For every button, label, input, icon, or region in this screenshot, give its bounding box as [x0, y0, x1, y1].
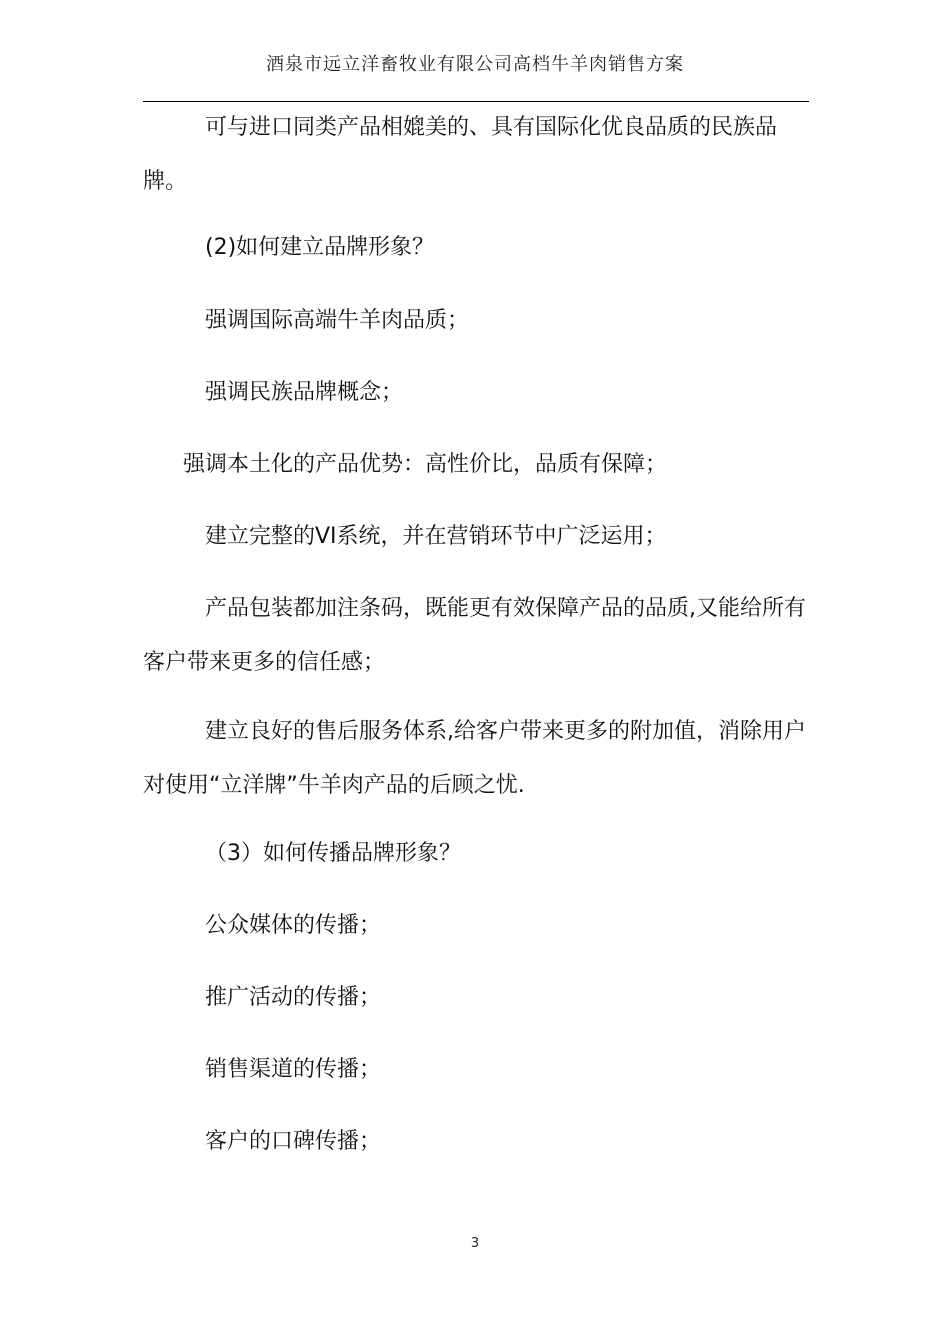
list-item-public-media: 公众媒体的传播；: [205, 913, 382, 938]
heading-build-brand-image: (2)如何建立品牌形象？: [205, 235, 435, 260]
list-item-promotion-activities: 推广活动的传播；: [205, 985, 382, 1010]
list-item-word-of-mouth: 客户的口碑传播；: [205, 1129, 382, 1154]
list-item-international-quality: 强调国际高端牛羊肉品质；: [205, 308, 470, 333]
page-number: 3: [470, 1236, 480, 1251]
list-item-local-advantage: 强调本土化的产品优势：高性价比，品质有保障；: [183, 452, 668, 477]
list-item-sales-channels: 销售渠道的传播；: [205, 1057, 382, 1082]
list-item-national-brand: 强调民族品牌概念；: [205, 380, 404, 405]
paragraph-barcode-packaging: 产品包装都加注条码，既能更有效保障产品的品质,又能给所有客户带来更多的信任感；: [143, 596, 806, 675]
running-header: 酒泉市远立洋畜牧业有限公司高档牛羊肉销售方案: [266, 54, 684, 75]
paragraph-after-sales-service: 建立良好的售后服务体系,给客户带来更多的附加值，消除用户对使用“立洋牌”牛羊肉产品的后顾之忧.: [143, 719, 806, 798]
list-item-vi-system: 建立完整的VI系统，并在营销环节中广泛运用；: [205, 524, 667, 549]
paragraph-brand-positioning: 可与进口同类产品相媲美的、具有国际化优良品质的民族品牌。: [143, 115, 778, 194]
heading-spread-brand-image: （3）如何传播品牌形象？: [205, 841, 461, 866]
